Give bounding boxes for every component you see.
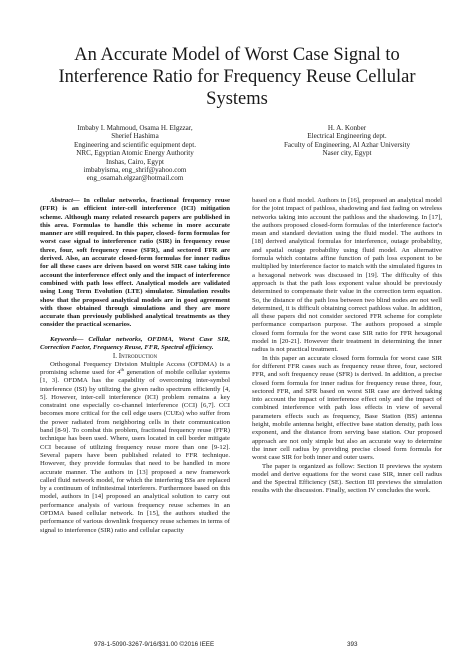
- section-heading-introduction: I. Introduction: [112, 352, 158, 361]
- author-institution: Faculty of Engineering, Al Azhar University: [283, 140, 411, 149]
- right-column: [252, 197, 442, 496]
- superscript-th: th: [120, 366, 124, 372]
- author-email-2[interactable]: eng_osamah.elgzar@hotmail.com: [86, 174, 184, 183]
- author-department: Electrical Engineering dept.: [307, 132, 387, 141]
- abstract-lead: Abstract—: [50, 197, 80, 204]
- author-email-1[interactable]: imbabyisma, eng_shrif@yahoo.com: [83, 166, 187, 175]
- intro-paragraph: [40, 361, 230, 535]
- keywords: Keywords— Cellular networks, OFDMA, Worst Case SIR, Correction Factor, Frequency Reuse, FFR, Spectral efficiency.: [40, 335, 230, 352]
- contribution-paragraph: In this paper an accurate closed form formula for worst case SIR for different FFR cases such as frequency reuse three, four, sectored FFR, and soft frequency reuse (SFR) is derived. In addition, a precise closed form formula for inner radius for frequency reuse three, four, sectored FFR, and SFR based on worst SIR case are derived taking into account the impact of interference effect only and the impact of combined interference with path loss effects in view of several parameters effects such as frequency, Base Station (BS) antenna height, mobile antenna height, effective base station density, path loss exponent, and the distance from serving base station. Our proposed approach are not only simple but also an accurate way to determine the inner cell radius by providing precise closed form formula for worst case SIR for both inner and outer users.: [252, 354, 442, 462]
- page-number: 393: [347, 641, 358, 648]
- intro-text-b: generation of mobile cellular systems [1, 3]. OFDMA has the capability of overcoming inter-symbol interference (ISI) by utilizing the given radio spectrum efficiently [4, 5]. However, inter-cell interference (ICI) problem remains a key constraint one especially co-channel interference (CCI) [6,7]. CCI becomes more critical for the cell edge users (CUEs) who suffer from the power radiated from neighboring cells in their communication band [8-9]. To combat this problem, fractional frequency reuse (FFR) technique has been used. Where, users located in cell border mitigate CCI because of utilizing frequency reuse more than one [9-12]. Several papers have been published related to FFR technique. However, they provide formulas that need to be handled in more accurate manner. The authors in [13] proposed a new framework called fluid network model, for which the interfering BSs are replaced by a continuum of infinitesimal interferers. Furthermore based on this model, authors in [14] proposed an analytical solution to carry out performance analysis of various frequency reuse schemes in an OFDMA based cellular network. In [15], the authors studied the performance of various downlink frequency reuse schemes in terms of signal to interference (SIR) ratio and cellular capacity: [40, 368, 230, 534]
- author-name: H. A. Konber: [327, 124, 367, 132]
- author-institution: NRC, Egyptian Atomic Energy Authority: [76, 149, 194, 158]
- abstract-text: In cellular networks, fractional frequency reuse (FFR) is an efficient inter-cell interference (ICI) mitigation scheme. Although many related research papers are published in this area. Formulas to handle this scheme in more accurate manner are still required. In this paper, closed- form formulas for worst case signal to interference ratio (SIR) in frequency reuse three, four, soft frequency reuse (SFR), and sectored FFR are derived. Also, an accurate closed-form formulas for inner radius for all these cases are driven based on worst SIR case taking into account the interference effect only and the impact of interference combined with path loss effect. Analytical models are validated using Long Term Evolution (LTE) simulator. Simulation results show that the proposed analytical models are in good agreement with those obtained through simulations and they are more accurate than previously published analytical treatments as they consider the practical scenarios.: [40, 197, 230, 329]
- author-department: Engineering and scientific equipment dept.: [74, 140, 196, 149]
- intro-text-a: Orthogonal Frequency Division Multiple Access (OFDMA) is a promising scheme used for 4: [40, 360, 230, 376]
- author-block-left: [40, 124, 230, 183]
- left-column: [40, 197, 230, 535]
- copyright-notice: 978-1-5090-3267-9/16/$31.00 ©2016 IEEE: [94, 641, 215, 648]
- organization-paragraph: The paper is organized as follow: Section II previews the system model and derive equations for the worst case SIR, inner cell radius and the Spectral Efficiency (SE). Section III previews the simulation results with the discussion. Finally, section IV concludes the work.: [252, 462, 442, 495]
- author-location: Naser city, Egypt: [322, 149, 372, 158]
- author-location: Inshas, Cairo, Egypt: [106, 157, 164, 166]
- author-names: Imbaby I. Mahmoud, Osama H. Elgzzar,: [77, 124, 193, 132]
- abstract: [40, 197, 230, 330]
- paper-title: An Accurate Model of Worst Case Signal to Interference Ratio for Frequency Reuse Cellular Systems: [58, 45, 416, 109]
- author-name-2: Sherief Hashima: [111, 132, 159, 141]
- author-block-right: [252, 124, 442, 158]
- related-work-paragraph: based on a fluid model. Authors in [16], proposed an analytical model for the joint impact of pathloss, shadowing and fast fading on wireless networks taking into account the pathloss and the shadowing. In [17], the authors proposed closed-form formulas of the interference factor's mean and standard deviation using the fluid model. The authors in [18] derived analytical formulas for interference, outage probability, and spatial outage probability using fluid model. An alternative formula which contains affine function of path loss exponent to be multiplied by interference factor to match with the simulated figures in a hexagonal network was discussed in [19]. The difficulty of this approach is that the path loss exponent value should be previously determined to compensate their value in the correction term equation. So, the distance of the path loss between two blind nodes are not well determined, it is difficult obtaining correct pathloss value. In addition, all these papers did not consider sectored FFR scheme for complete performance comparison purpose. The authors proposed a simple closed form formula for the worst case SIR ratio for FFR hexagonal model in [20-21]. However their treatment in determining the inner radius is not practical treatment.: [252, 197, 442, 354]
